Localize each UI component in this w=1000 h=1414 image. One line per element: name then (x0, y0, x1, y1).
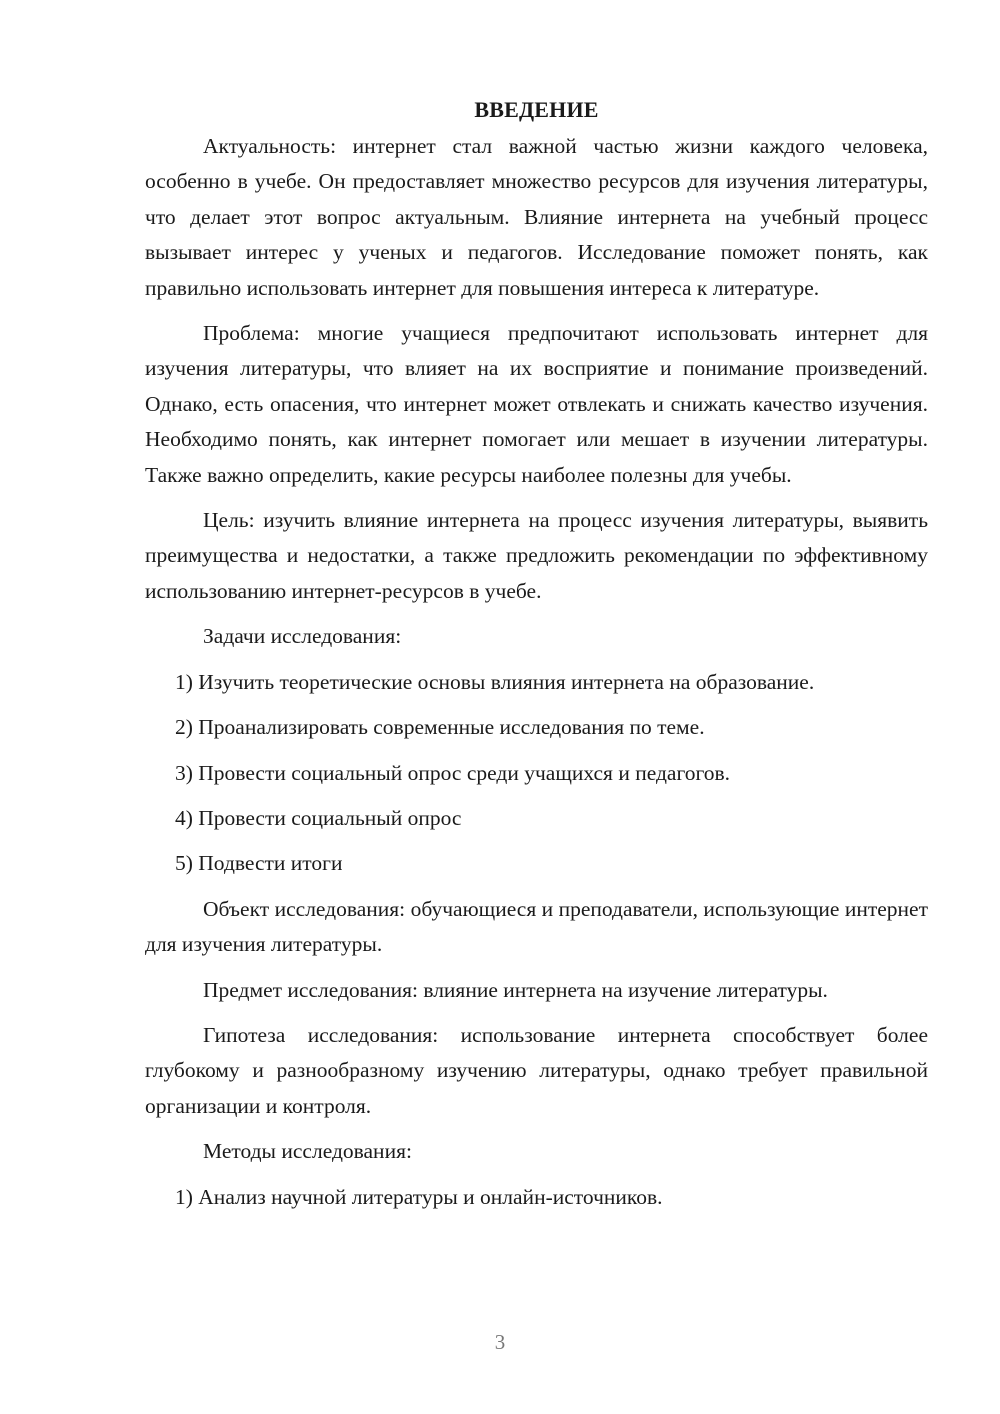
task-item-4: 4) Провести социальный опрос (175, 805, 462, 830)
document-page (145, 92, 928, 1225)
method-item-1: 1) Анализ научной литературы и онлайн-источников. (175, 1184, 663, 1209)
task-item-5: 5) Подвести итоги (175, 851, 343, 876)
section-heading: ВВЕДЕНИЕ (474, 97, 599, 122)
hypothesis-paragraph: Гипотеза исследования: использование интернета способствует более глубокому и разнообразному изучению литературы, однако требует правильной организации и контроля. (145, 1022, 928, 1118)
relevance-paragraph: Актуальность: интернет стал важной частью жизни каждого человека, особенно в учебе. Он предоставляет множество ресурсов для изучения литературы, что делает этот вопрос актуальным. Влияние интернета на учебный процесс вызывает интерес у ученых и педагогов. Исследование поможет понять, как правильно использовать интернет для повышения интереса к литературе. (145, 134, 928, 300)
task-item-3: 3) Провести социальный опрос среди учащихся и педагогов. (175, 760, 731, 785)
page-number: 3 (494, 1330, 506, 1354)
object-paragraph: Объект исследования: обучающиеся и преподаватели, использующие интернет для изучения литературы. (145, 896, 928, 957)
problem-paragraph: Проблема: многие учащиеся предпочитают использовать интернет для изучения литературы, что влияет на их восприятие и понимание произведений. Однако, есть опасения, что интернет может отвлекать и снижать качество изучения. Необходимо понять, как интернет помогает или мешает в изучении литературы. Также важно определить, какие ресурсы наиболее полезны для учебы. (145, 321, 928, 487)
goal-paragraph: Цель: изучить влияние интернета на процесс изучения литературы, выявить преимущества и недостатки, а также предложить рекомендации по эффективному использованию интернет-ресурсов в учебе. (145, 508, 928, 603)
tasks-label: Задачи исследования: (203, 624, 402, 649)
task-item-1: 1) Изучить теоретические основы влияния интернета на образование. (175, 669, 815, 694)
task-item-2: 2) Проанализировать современные исследования по теме. (175, 715, 705, 740)
methods-label: Методы исследования: (203, 1139, 412, 1164)
subject-paragraph: Предмет исследования: влияние интернета на изучение литературы. (203, 977, 828, 1002)
